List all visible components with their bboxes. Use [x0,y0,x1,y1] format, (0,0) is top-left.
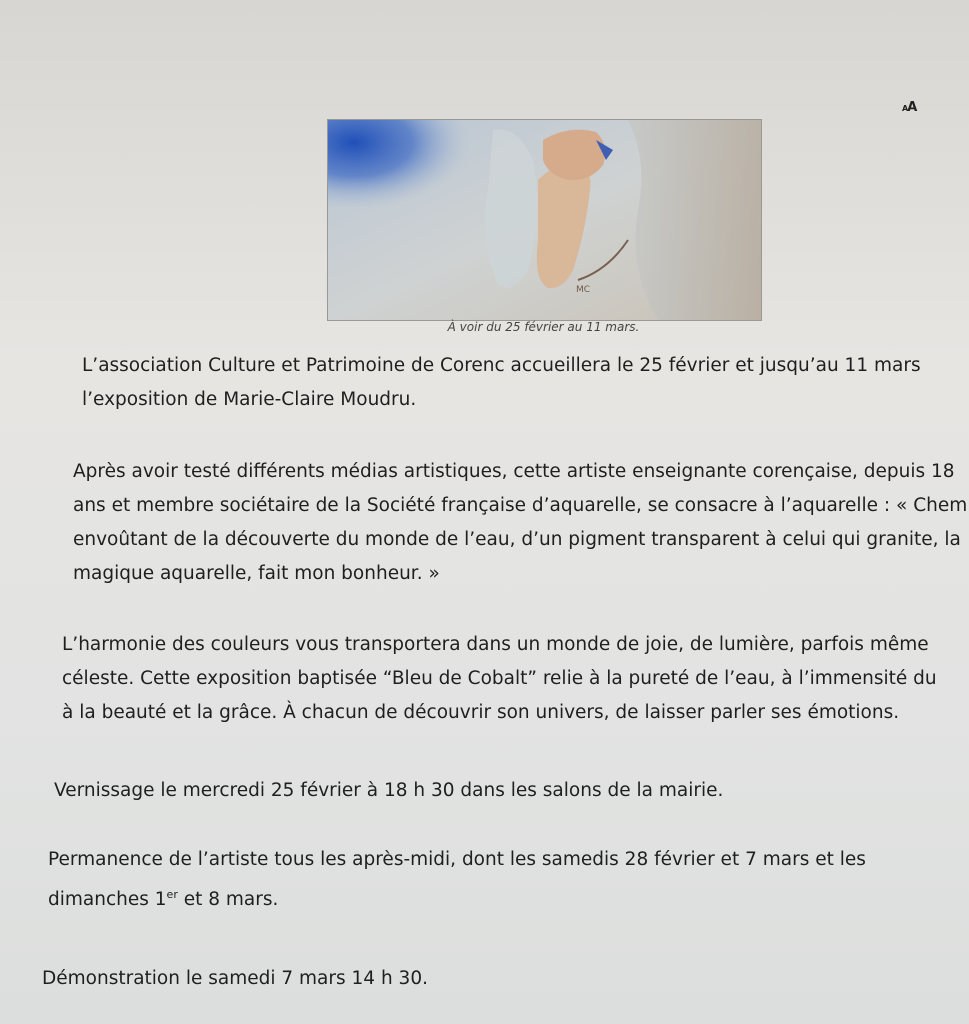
paragraph-line: magique aquarelle, fait mon bonheur. » [73,563,440,584]
paragraph-line: Vernissage le mercredi 25 février à 18 h 30 dans les salons de la mairie. [54,780,724,801]
image-caption: À voir du 25 février au 11 mars. [447,320,640,334]
svg-text:MC: MC [576,285,591,295]
paragraph-line: l’exposition de Marie-Claire Moudru. [82,389,417,410]
paragraph-line: envoûtant de la découverte du monde de l’eau, d’un pigment transparent à celui qui granite, la [73,529,961,550]
font-size-small-label: A [902,104,908,113]
article-paragraph-2 [73,455,967,591]
font-size-toggle[interactable] [902,100,916,115]
paragraph-text: et 8 mars. [177,889,279,910]
article-paragraph-3 [62,628,937,730]
paragraph-line: Permanence de l’artiste tous les après-midi, dont les samedis 28 février et 7 mars et les [48,849,866,870]
paragraph-line: céleste. Cette exposition baptisée “Bleu de Cobalt” relie à la pureté de l’eau, à l’immensité du [62,668,937,689]
watercolor-painting [328,120,761,320]
paragraph-line: ans et membre sociétaire de la Société française d’aquarelle, se consacre à l’aquarelle : « Chem [73,495,968,516]
paragraph-line: Après avoir testé différents médias artistiques, cette artiste enseignante corençaise, depuis 18 [73,461,955,482]
superscript: er [166,887,178,901]
paragraph-line: Démonstration le samedi 7 mars 14 h 30. [42,968,428,989]
article-image [327,119,762,321]
article-paragraph-4 [54,774,723,808]
article-paragraph-5 [48,843,866,917]
article-paragraph-1 [82,349,921,417]
paragraph-text: dimanches 1 [48,889,167,910]
paragraph-line: à la beauté et la grâce. À chacun de découvrir son univers, de laisser parler ses émotions. [62,702,900,723]
paragraph-line [48,883,866,917]
paragraph-line: L’harmonie des couleurs vous transportera dans un monde de joie, de lumière, parfois même [62,634,929,655]
font-size-large-label: A [907,100,917,115]
article-paragraph-6 [42,962,428,996]
paragraph-line: L’association Culture et Patrimoine de Corenc accueillera le 25 février et jusqu’au 11 mars [82,355,921,376]
